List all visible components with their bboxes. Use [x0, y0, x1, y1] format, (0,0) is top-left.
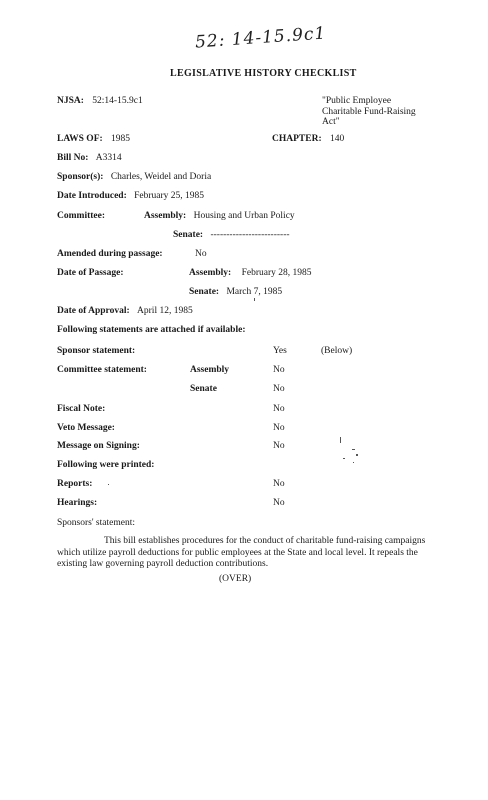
sponsor-statement-value: Yes	[273, 346, 287, 356]
njsa-value: 52:14-15.9c1	[92, 96, 143, 106]
sponsors-statement-label: Sponsors' statement:	[57, 518, 135, 528]
committee-statement-senate-value: No	[273, 384, 285, 394]
act-title-line: Act"	[322, 117, 340, 127]
date-introduced-row	[57, 191, 204, 201]
sponsor-statement-note: (Below)	[321, 346, 353, 356]
committee-assembly-label: Assembly:	[144, 211, 187, 221]
passage-assembly-row	[189, 268, 312, 278]
committee-statement-assembly-label: Assembly	[190, 365, 230, 375]
hearings-label: Hearings:	[57, 498, 98, 508]
committee-senate-row	[173, 230, 290, 240]
date-of-approval-value: April 12, 1985	[137, 306, 193, 316]
committee-label: Committee:	[57, 211, 106, 221]
fiscal-note-value: No	[273, 404, 285, 414]
bill-no-row	[57, 153, 122, 163]
committee-senate-value: -------------------------	[210, 230, 290, 240]
amended-label: Amended during passage:	[57, 249, 163, 259]
committee-statement-assembly-value: No	[273, 365, 285, 375]
reports-value: No	[273, 479, 285, 489]
veto-message-label: Veto Message:	[57, 423, 115, 433]
passage-senate-row	[189, 287, 282, 297]
handwritten-statute-note: 52: 14-15.9c1	[194, 23, 327, 53]
passage-senate-label: Senate:	[189, 287, 220, 297]
passage-assembly-label: Assembly:	[189, 268, 232, 278]
laws-of-value: 1985	[111, 134, 131, 144]
committee-senate-label: Senate:	[173, 230, 204, 240]
sponsors-row	[57, 172, 211, 182]
message-on-signing-label: Message on Signing:	[57, 441, 140, 451]
laws-of-label: LAWS OF:	[57, 134, 103, 144]
chapter-row	[272, 134, 344, 144]
page-title: LEGISLATIVE HISTORY CHECKLIST	[170, 68, 357, 79]
act-title-line: "Public Employee	[322, 96, 392, 106]
act-title-block	[322, 96, 416, 128]
date-of-approval-row	[57, 306, 193, 316]
njsa-label: NJSA:	[57, 96, 84, 106]
chapter-value: 140	[330, 134, 345, 144]
printed-heading: Following were printed:	[57, 460, 155, 470]
sponsor-statement-label: Sponsor statement:	[57, 346, 136, 356]
statements-heading: Following statements are attached if available:	[57, 325, 246, 335]
message-on-signing-value: No	[273, 441, 285, 451]
act-title-line: Charitable Fund-Raising	[322, 106, 416, 117]
statement-paragraph: This bill establishes procedures for the conduct of charitable fund-raising campaigns which utilize payroll deductions for public employees at the State and local level. It repeals the existing law governing payroll deduction contributions.	[57, 536, 426, 569]
committee-statement-senate-label: Senate	[190, 384, 217, 394]
passage-senate-value: March 7, 1985	[226, 287, 283, 297]
passage-assembly-value: February 28, 1985	[241, 268, 312, 278]
committee-assembly-value: Housing and Urban Policy	[193, 211, 295, 221]
committee-assembly-row	[144, 211, 295, 221]
hearings-value: No	[273, 498, 285, 508]
bill-no-label: Bill No:	[57, 153, 89, 163]
over-note: (OVER)	[219, 574, 252, 584]
chapter-label: CHAPTER:	[272, 134, 322, 144]
date-of-approval-label: Date of Approval:	[57, 306, 130, 316]
committee-statement-label: Committee statement:	[57, 365, 147, 375]
veto-message-value: No	[273, 423, 285, 433]
amended-value: No	[195, 249, 207, 259]
date-introduced-value: February 25, 1985	[134, 191, 205, 201]
fiscal-note-label: Fiscal Note:	[57, 404, 106, 414]
laws-of-row	[57, 134, 130, 144]
date-introduced-label: Date Introduced:	[57, 191, 127, 201]
sponsors-value: Charles, Weidel and Doria	[110, 172, 212, 182]
sponsors-label: Sponsor(s):	[57, 172, 104, 182]
bill-no-value: A3314	[95, 153, 122, 163]
njsa-row	[57, 96, 143, 106]
reports-label: Reports:	[57, 479, 93, 489]
date-of-passage-label: Date of Passage:	[57, 268, 124, 278]
